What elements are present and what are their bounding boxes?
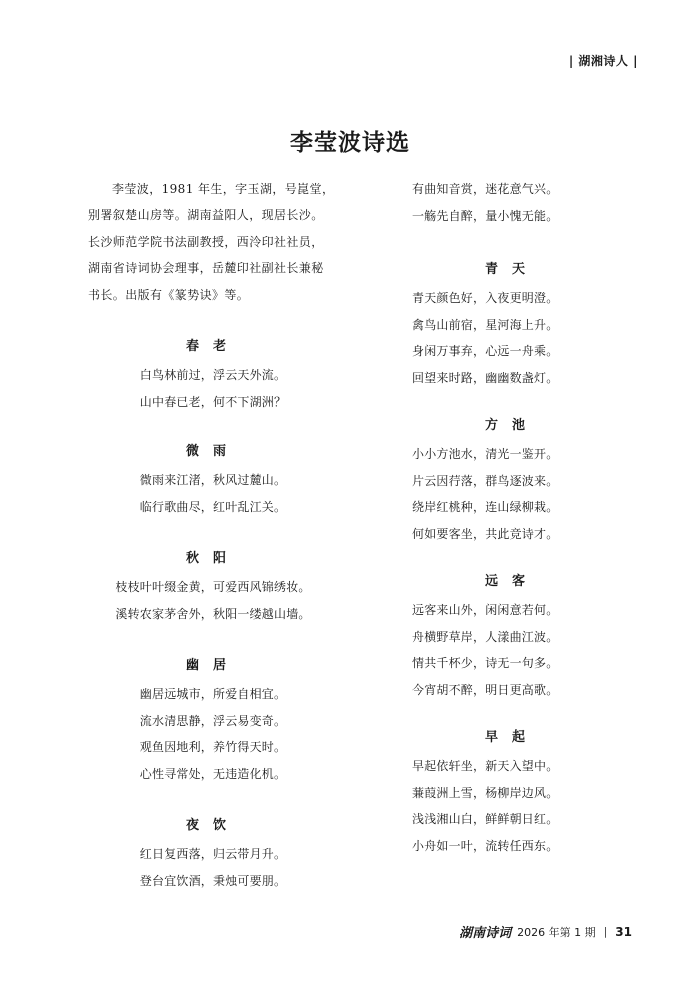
poem-line: 幽居远城市，所爱自相宜。 (139, 687, 287, 702)
footer-divider: | (603, 925, 608, 938)
bio-line: 书长。出版有《篆势诀》等。 (88, 287, 250, 302)
poem (88, 653, 338, 787)
poem (88, 546, 338, 627)
poem-line: 何如要客坐，共此竞诗才。 (412, 526, 559, 541)
poem-line: 流水清思静，浮云易变奇。 (139, 713, 287, 728)
poem-continuation (412, 176, 612, 229)
poem-title: 远客 (484, 574, 539, 589)
poem-line: 禽鸟山前宿，星河海上升。 (412, 317, 559, 332)
poem-line: 浅浅湘山白，鲜鲜朝日红。 (412, 812, 559, 826)
poem-line: 绕岸红桃种，连山绿柳栽。 (412, 500, 559, 514)
poem-line: 白鸟林前过，浮云天外流。 (139, 368, 287, 383)
bio-line: 湖南省诗词协会理事，岳麓印社副社长兼秘 (88, 261, 324, 276)
page-number: 31 (615, 924, 632, 939)
bio-line: 别署叙楚山房等。湖南益阳人，现居长沙。 (88, 208, 324, 223)
poem-line: 观鱼因地利，养竹得天时。 (139, 740, 287, 755)
section-label: | 湖湘诗人 | (568, 54, 638, 68)
poem-line: 远客来山外，闲闲意若何。 (412, 603, 559, 617)
poem-line: 枝枝叶叶缀金黄，可爱西风锦绣妆。 (115, 580, 311, 595)
poem-line: 登台宜饮酒，秉烛可要朋。 (139, 873, 287, 888)
poem-line: 有曲知音赏，迷花意气兴。 (412, 182, 559, 196)
poem (88, 439, 338, 520)
poem-line: 心性寻常处，无违造化机。 (139, 766, 287, 781)
page-footer (459, 922, 632, 941)
poem-line: 片云因荇落，群鸟逐波来。 (412, 473, 559, 488)
poem-line: 红日复西落，归云带月升。 (139, 847, 287, 862)
issue-label: 2026 年第 1 期 (517, 925, 596, 939)
poem-line: 蒹葭洲上雪，杨柳岸边风。 (412, 785, 559, 800)
right-column (412, 176, 612, 859)
poem (88, 334, 338, 415)
bio-line: 李莹波，1981 年生，字玉湖，号崑堂， (112, 182, 335, 196)
poem (88, 813, 338, 894)
bio-line: 长沙师范学院书法副教授，西泠印社社员， (88, 234, 324, 249)
poem-line: 小小方池水，清光一鉴开。 (412, 447, 559, 461)
poem (412, 413, 612, 547)
poem-title: 夜饮 (185, 818, 240, 834)
poem-line: 回望来时路，幽幽数盏灯。 (412, 370, 559, 385)
left-column (88, 176, 338, 894)
poem (412, 569, 612, 703)
poem-title: 早起 (484, 730, 539, 745)
poem-line: 一觞先自醉，量小愧无能。 (412, 208, 559, 223)
poem-line: 今宵胡不醉，明日更高歌。 (412, 682, 559, 697)
poem-line: 小舟如一叶，流转任西东。 (412, 838, 559, 853)
poem-title: 幽居 (185, 658, 240, 674)
poem-line: 情共千杯少，诗无一句多。 (412, 656, 559, 670)
poem (412, 725, 612, 859)
poem-title: 微雨 (185, 444, 240, 460)
poem-line: 溪转农家茅舍外，秋阳一缕越山墙。 (115, 606, 311, 621)
poem-title: 春老 (185, 339, 240, 355)
poem-line: 舟横野草岸，人漾曲江波。 (412, 629, 559, 644)
journal-logo: 湖南诗词 (459, 926, 512, 941)
poem-line: 早起依轩坐，新天入望中。 (412, 759, 559, 773)
poem-title: 秋阳 (185, 551, 240, 567)
poem-line: 微雨来江渚，秋风过麓山。 (139, 473, 287, 488)
author-bio (88, 176, 338, 308)
poem-title: 方池 (484, 418, 539, 433)
poem-line: 身闲万事弃，心远一舟乘。 (412, 344, 559, 358)
poem-line: 临行歌曲尽，红叶乱江关。 (139, 499, 287, 514)
poem-line: 青天颜色好，入夜更明澄。 (412, 291, 559, 305)
poem-line: 山中春已老，何不下湖洲？ (139, 394, 287, 409)
poem-title: 青天 (484, 262, 539, 277)
page-title: 李莹波诗选 (290, 130, 410, 156)
poem (412, 257, 612, 391)
